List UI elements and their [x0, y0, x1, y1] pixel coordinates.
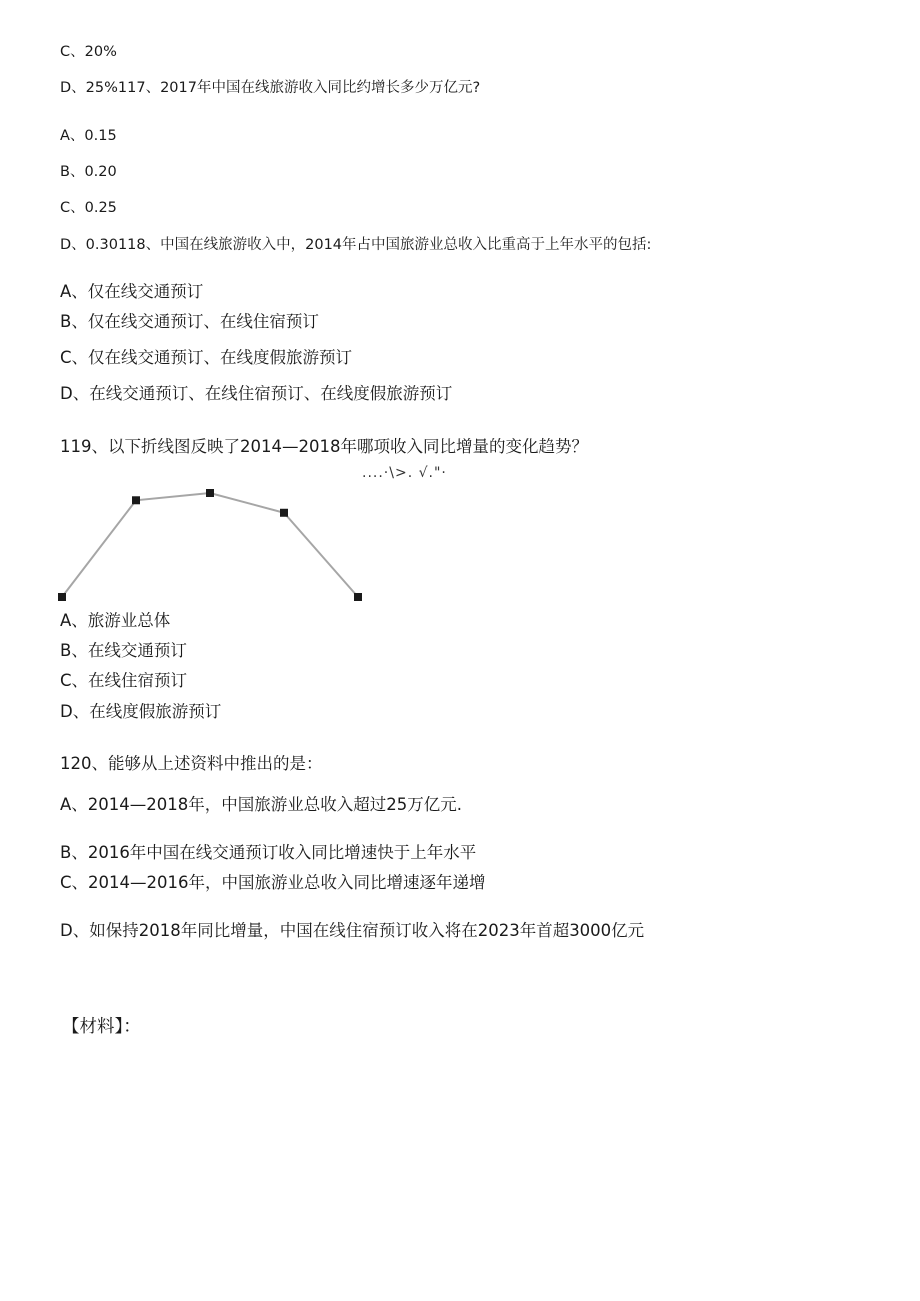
data-point-3 — [206, 489, 214, 497]
option-b-118: B、仅在线交通预订、在线住宿预订 — [60, 312, 319, 331]
option-b-117: B、0.20 — [60, 164, 117, 180]
option-c-118: C、仅在线交通预订、在线度假旅游预订 — [60, 348, 353, 367]
option-b-120: B、2016年中国在线交通预订收入同比增速快于上年水平 — [60, 843, 477, 862]
trend-markers — [58, 489, 362, 601]
option-a-120: A、2014—2018年，中国旅游业总收入超过25万亿元. — [60, 795, 463, 814]
option-d-120: D、如保持2018年同比增量，中国在线住宿预订收入将在2023年首超3000亿元 — [60, 921, 645, 940]
trend-line — [62, 493, 358, 597]
option-b-119: B、在线交通预订 — [60, 641, 187, 660]
data-point-1 — [58, 593, 66, 601]
option-a-118: A、仅在线交通预订 — [60, 282, 204, 301]
option-c-117: C、0.25 — [60, 200, 117, 216]
data-point-4 — [280, 509, 288, 517]
option-a-119: A、旅游业总体 — [60, 611, 171, 630]
scan-noise-marks: ....·\>. √."· — [362, 465, 447, 481]
option-d-119: D、在线度假旅游预订 — [60, 702, 222, 721]
data-point-2 — [132, 496, 140, 504]
question-117: D、25%117、2017年中国在线旅游收入同比约增长多少万亿元? — [60, 80, 481, 96]
question-120: 120、能够从上述资料中推出的是： — [60, 754, 323, 773]
data-point-5 — [354, 593, 362, 601]
option-c-116: C、20% — [60, 44, 117, 60]
option-c-120: C、2014—2016年，中国旅游业总收入同比增速逐年递增 — [60, 873, 486, 892]
question-119: 119、以下折线图反映了2014—2018年哪项收入同比增量的变化趋势？ — [60, 437, 588, 456]
trend-line-chart — [55, 483, 365, 605]
material-heading: 【材料】： — [62, 1017, 141, 1037]
option-a-117: A、0.15 — [60, 128, 117, 144]
option-c-119: C、在线住宿预订 — [60, 671, 188, 690]
question-118: D、0.30118、中国在线旅游收入中，2014年占中国旅游业总收入比重高于上年水平的包括: — [60, 237, 652, 253]
option-d-118: D、在线交通预订、在线住宿预订、在线度假旅游预订 — [60, 384, 453, 403]
